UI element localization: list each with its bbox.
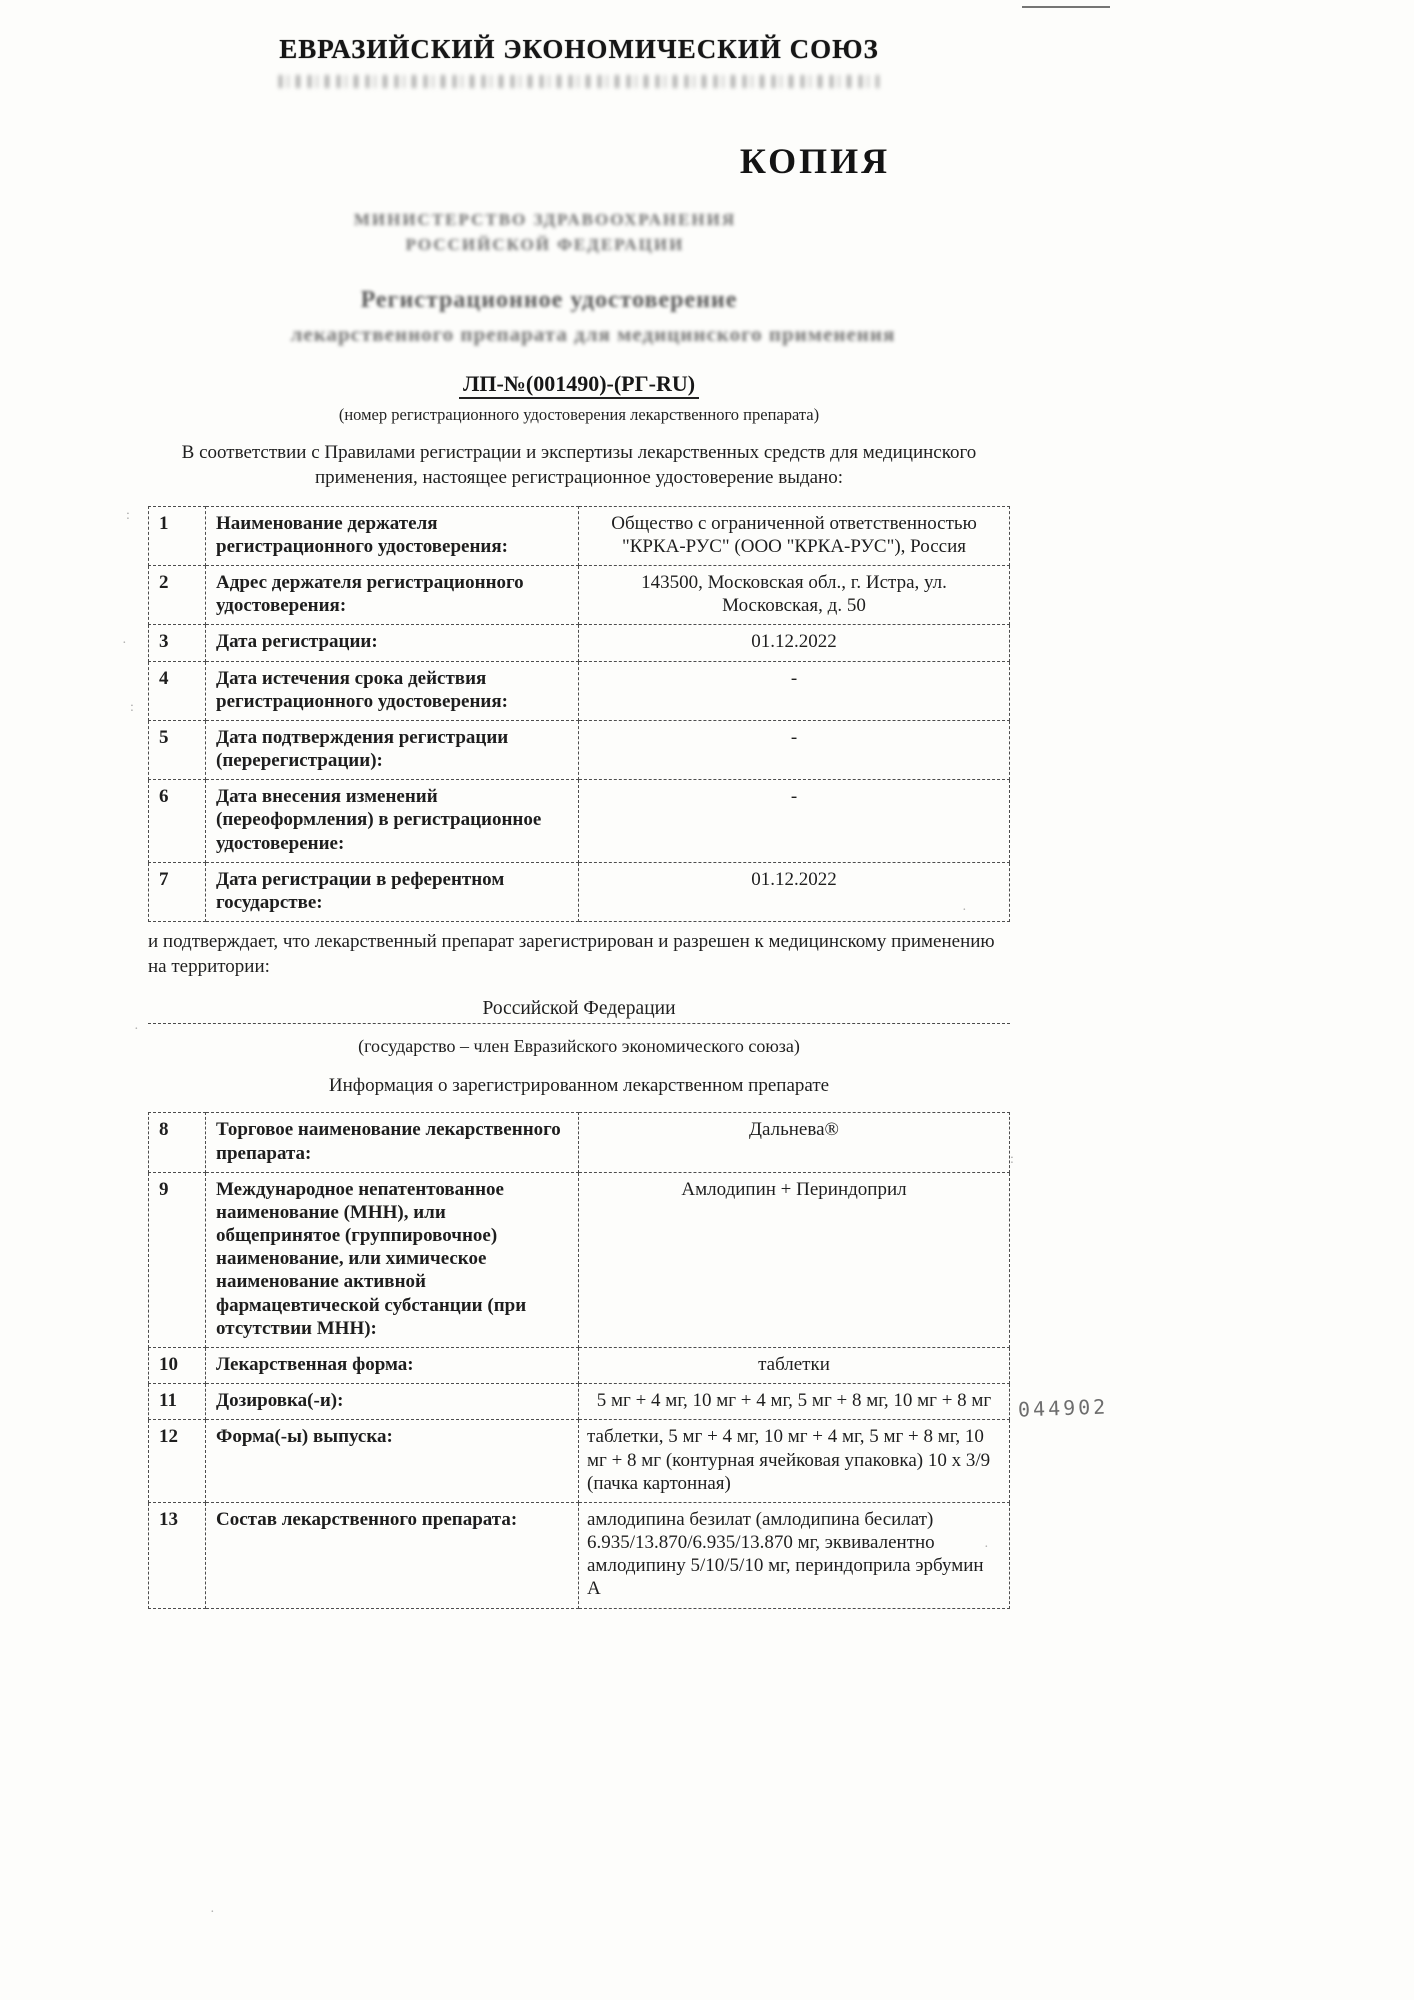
scan-speck: · [122,636,127,651]
row-value: 5 мг + 4 мг, 10 мг + 4 мг, 5 мг + 8 мг, 10 мг + 8 мг [579,1384,1010,1420]
row-number: 1 [149,506,206,565]
row-label: Торговое наименование лекарственного препарата: [206,1113,579,1172]
table-row [149,1384,1010,1420]
table-row [149,720,1010,779]
registration-number-text: ЛП-№(001490)-(РГ-RU) [459,371,699,399]
row-label: Дозировка(-и): [206,1384,579,1420]
territory-name: Российской Федерации [148,998,1010,1024]
scan-speck: : [126,508,130,523]
table-row [149,1420,1010,1503]
copy-stamp: КОПИЯ [739,141,891,181]
ministry-line-1: МИНИСТЕРСТВО ЗДРАВООХРАНЕНИЯ [353,210,737,229]
stamp-number: 044902 [1017,1394,1109,1422]
ministry-block [148,208,1010,257]
row-label: Дата регистрации: [206,625,579,661]
row-number: 10 [149,1347,206,1383]
scan-speck: · [210,1905,215,1920]
row-value: амлодипина безилат (амлодипина бесилат) 6.935/13.870/6.935/13.870 мг, эквивалентно амлодипину 5/10/5/10 мг, периндоприла эрбумин А [579,1502,1010,1608]
table-row [149,661,1010,720]
registration-number [148,371,1010,397]
table-row [149,1502,1010,1608]
document-title-line-1: Регистрационное удостоверение [360,287,738,314]
product-table [148,1112,1010,1608]
row-value: Амлодипин + Периндоприл [579,1172,1010,1347]
scan-speck: : [1010,1152,1014,1167]
row-number: 5 [149,720,206,779]
row-label: Дата истечения срока действия регистрационного удостоверения: [206,661,579,720]
row-label: Наименование держателя регистрационного удостоверения: [206,506,579,565]
row-number: 11 [149,1384,206,1420]
ministry-line-2: РОССИЙСКОЙ ФЕДЕРАЦИИ [405,234,685,254]
row-label: Дата внесения изменений (переоформления) в регистрационное удостоверение: [206,780,579,863]
row-label: Лекарственная форма: [206,1347,579,1383]
row-number: 2 [149,566,206,625]
table-row [149,862,1010,921]
table-row [149,1347,1010,1383]
row-value: - [579,720,1010,779]
scan-speck: · [962,903,967,918]
intro-paragraph: В соответствии с Правилами регистрации и экспертизы лекарственных средств для медицинского применения, настоящее регистрационное удостоверение выдано: [181,442,977,488]
row-number: 6 [149,780,206,863]
document-content [148,0,1010,1609]
territory-caption: (государство – член Евразийского экономического союза) [358,1036,800,1057]
row-value: таблетки, 5 мг + 4 мг, 10 мг + 4 мг, 5 мг + 8 мг, 10 мг + 8 мг (контурная ячейковая упаковка) 10 х 3/9 (пачка картонная) [579,1420,1010,1503]
registration-number-caption: (номер регистрационного удостоверения лекарственного препарата) [338,405,820,425]
row-value: таблетки [579,1347,1010,1383]
table-row [149,566,1010,625]
row-label: Форма(-ы) выпуска: [206,1420,579,1503]
row-value: 01.12.2022 [579,862,1010,921]
row-label: Адрес держателя регистрационного удостоверения: [206,566,579,625]
scan-speck: : [130,700,134,715]
union-title: ЕВРАЗИЙСКИЙ ЭКОНОМИЧЕСКИЙ СОЮЗ [279,34,879,64]
row-value: - [579,780,1010,863]
row-number: 4 [149,661,206,720]
row-value: Дальнева® [579,1113,1010,1172]
row-value: - [579,661,1010,720]
scan-noise-band [279,75,879,88]
row-number: 13 [149,1502,206,1608]
row-number: 9 [149,1172,206,1347]
row-number: 7 [149,862,206,921]
scan-speck: · [134,1022,139,1037]
row-value: Общество с ограниченной ответственностью "КРКА-РУС" (ООО "КРКА-РУС"), Россия [579,506,1010,565]
confirmation-paragraph: и подтверждает, что лекарственный препарат зарегистрирован и разрешен к медицинскому применению на территории: [148,931,995,977]
info-heading: Информация о зарегистрированном лекарственном препарате [328,1075,830,1097]
row-label: Состав лекарственного препарата: [206,1502,579,1608]
row-label: Дата подтверждения регистрации (перерегистрации): [206,720,579,779]
table-row [149,625,1010,661]
document-title-line-2: лекарственного препарата для медицинского применения [290,322,896,347]
table-row [149,1172,1010,1347]
row-label: Международное непатентованное наименование (МНН), или общепринятое (группировочное) наименование, или химическое наименование активной фармацевтической субстанции (при отсутствии МНН): [206,1172,579,1347]
table-row [149,1113,1010,1172]
row-number: 3 [149,625,206,661]
scan-speck: · [984,1540,989,1555]
row-value: 143500, Московская обл., г. Истра, ул. Московская, д. 50 [579,566,1010,625]
table-row [149,780,1010,863]
scan-artifact-line [1022,6,1110,8]
row-number: 12 [149,1420,206,1503]
table-row [149,506,1010,565]
registration-table [148,506,1010,922]
row-number: 8 [149,1113,206,1172]
row-label: Дата регистрации в референтном государстве: [206,862,579,921]
row-value: 01.12.2022 [579,625,1010,661]
